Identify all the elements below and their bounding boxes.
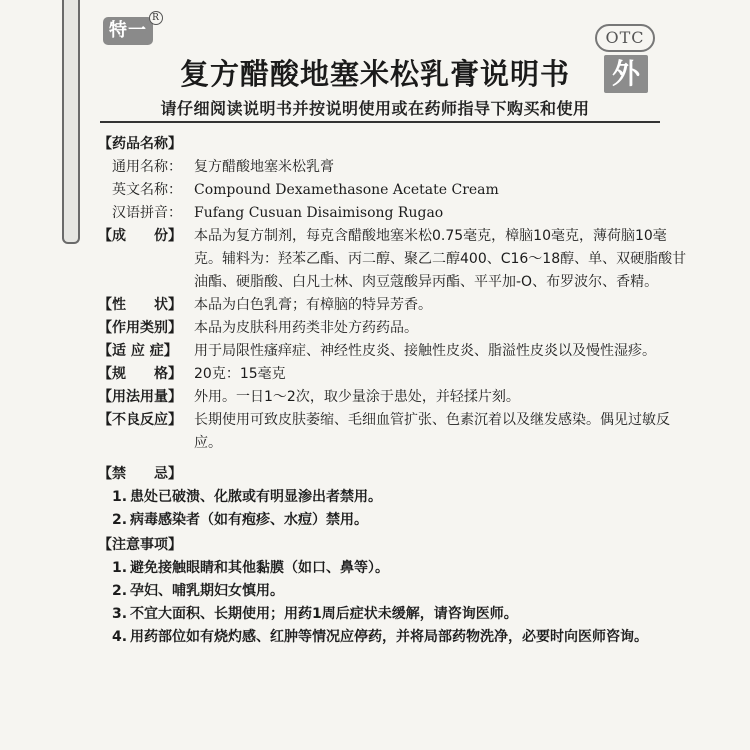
field-category <box>98 317 688 340</box>
field-value: 长期使用可致皮肤萎缩、毛细血管扩张、色素沉着以及继发感染。偶见过敏反应。 <box>194 412 670 451</box>
list-text: 患处已破溃、化脓或有明显渗出者禁用。 <box>130 489 382 505</box>
list-text: 避免接触眼睛和其他黏膜（如口、鼻等）。 <box>130 560 389 576</box>
brand-text: 特一 <box>109 20 147 41</box>
field-specification <box>98 363 688 386</box>
field-value: 20克：15毫克 <box>194 366 286 382</box>
header-divider <box>100 121 660 123</box>
english-name-row <box>98 179 688 202</box>
list-text: 用药部位如有烧灼感、红肿等情况应停药，并将局部药物洗净，必要时向医师咨询。 <box>130 629 648 645</box>
list-item <box>98 626 688 649</box>
list-text: 不宜大面积、长期使用；用药1周后症状未缓解，请咨询医师。 <box>130 606 518 622</box>
list-text: 孕妇、哺乳期妇女慎用。 <box>130 583 284 599</box>
list-number: 1. <box>112 489 128 505</box>
common-name-value: 复方醋酸地塞米松乳膏 <box>194 159 334 175</box>
pinyin-label: 汉语拼音： <box>112 205 182 221</box>
field-indications <box>98 340 688 363</box>
field-value: 本品为复方制剂，每克含醋酸地塞米松0.75毫克，樟脑10毫克，薄荷脑10毫克。辅料为：羟苯乙酯、丙二醇、聚乙二醇400、C16～18醇、单、双硬脂酸甘油酯、硬脂酸、白凡士林、肉豆蔻酸异丙酯、平平加-O、布罗波尔、香精。 <box>194 228 687 290</box>
field-description <box>98 294 688 317</box>
list-number: 2. <box>112 583 128 599</box>
field-label: 【成 份】 <box>98 228 182 244</box>
list-item <box>98 603 688 626</box>
list-text: 病毒感染者（如有疱疹、水痘）禁用。 <box>130 512 368 528</box>
field-value: 用于局限性瘙痒症、神经性皮炎、接触性皮炎、脂溢性皮炎以及慢性湿疹。 <box>194 343 656 359</box>
contraindications-label: 【禁 忌】 <box>98 466 182 482</box>
field-adverse-reactions <box>98 409 688 455</box>
list-item <box>98 509 688 532</box>
brand-logo <box>103 13 160 45</box>
registered-mark-icon: R <box>149 11 163 25</box>
list-item <box>98 580 688 603</box>
common-name-row <box>98 156 688 179</box>
binding-strip <box>62 0 80 244</box>
precautions-label: 【注意事项】 <box>98 537 182 553</box>
english-name-value: Compound Dexamethasone Acetate Cream <box>194 182 499 198</box>
field-label: 【规 格】 <box>98 366 182 382</box>
field-dosage <box>98 386 688 409</box>
otc-badge: OTC <box>595 24 655 52</box>
pinyin-value: Fufang Cusuan Disaimisong Rugao <box>194 205 444 221</box>
page-title: 复方醋酸地塞米松乳膏说明书 <box>179 57 570 91</box>
list-number: 2. <box>112 512 128 528</box>
page-subtitle: 请仔细阅读说明书并按说明使用或在药师指导下购买和使用 <box>160 99 590 118</box>
drug-name-section <box>98 133 688 156</box>
list-number: 1. <box>112 560 128 576</box>
list-number: 3. <box>112 606 128 622</box>
field-label: 【不良反应】 <box>98 412 182 428</box>
field-ingredients <box>98 225 688 294</box>
field-label: 【适 应 症】 <box>98 343 178 359</box>
list-number: 4. <box>112 629 128 645</box>
field-value: 本品为白色乳膏；有樟脑的特异芳香。 <box>194 297 432 313</box>
leaflet-content <box>98 133 688 649</box>
field-label: 【性 状】 <box>98 297 182 313</box>
pinyin-row <box>98 202 688 225</box>
common-name-label: 通用名称： <box>112 159 182 175</box>
field-value: 外用。一日1～2次，取少量涂于患处，并轻揉片刻。 <box>194 389 520 405</box>
field-label: 【作用类别】 <box>98 320 182 336</box>
english-name-label: 英文名称： <box>112 182 182 198</box>
field-value: 本品为皮肤科用药类非处方药药品。 <box>194 320 418 336</box>
drug-name-label: 【药品名称】 <box>98 136 182 152</box>
list-item <box>98 557 688 580</box>
list-item <box>98 486 688 509</box>
field-label: 【用法用量】 <box>98 389 182 405</box>
external-use-mark: 外 <box>604 55 648 93</box>
